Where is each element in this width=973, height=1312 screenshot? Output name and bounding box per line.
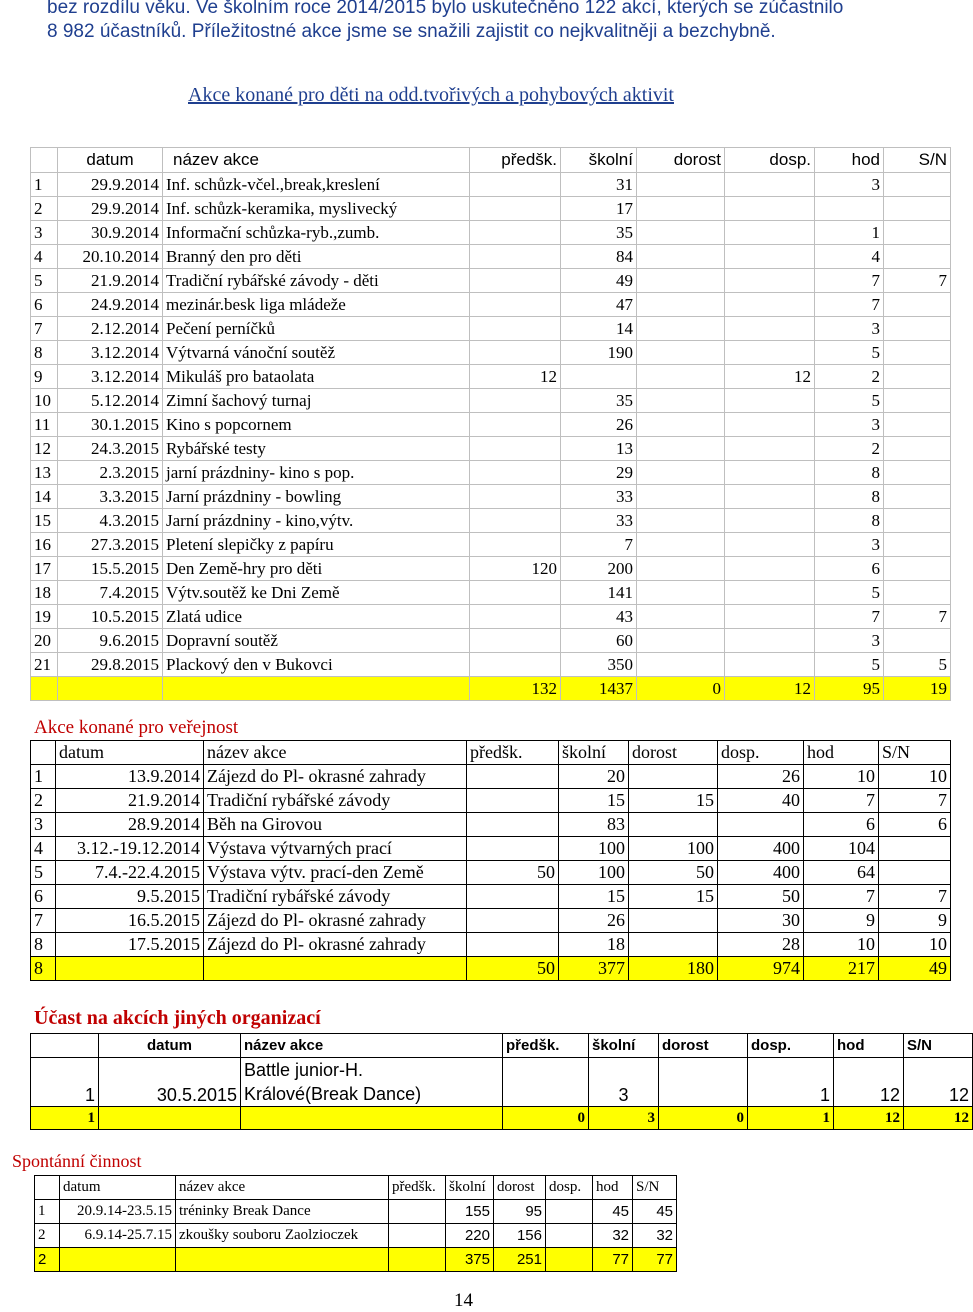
table-row: 8 3.12.2014 Výtvarná vánoční soutěž 190 5 xyxy=(31,341,951,365)
total-dorost: 0 xyxy=(637,677,725,701)
total-skolni: 377 xyxy=(559,957,629,981)
table-row: 21 29.8.2015 Plackový den v Bukovci 350 5 5 xyxy=(31,653,951,677)
table-row: 4 20.10.2014 Branný den pro děti 84 4 xyxy=(31,245,951,269)
section-other-orgs-title: Účast na akcích jiných organizací xyxy=(34,1007,321,1029)
col-datum: datum xyxy=(56,741,204,765)
total-dosp: 1 xyxy=(748,1107,834,1130)
total-sn: 12 xyxy=(904,1107,973,1130)
col-dorost: dorost xyxy=(629,741,718,765)
table-header xyxy=(35,1176,677,1200)
table-row: 5 7.4.-22.4.2015 Výstava výtv. prací-den Země 50 100 50 400 64 xyxy=(31,861,951,885)
table-row: 2 29.9.2014 Inf. schůzk-keramika, myslivecký 17 xyxy=(31,197,951,221)
total-predsk: 0 xyxy=(503,1107,589,1130)
col-sn: S/N xyxy=(633,1176,677,1200)
total-skolni: 375 xyxy=(446,1248,494,1272)
col-skolni: školní xyxy=(559,741,629,765)
col-nazev: název akce xyxy=(241,1034,503,1058)
col-predsk: předšk. xyxy=(389,1176,446,1200)
col-predsk: předšk. xyxy=(467,741,559,765)
intro-line-2: 8 982 účastníků. Příležitostné akce jsme se snažili zajistit co nejkvalitněji a bezchybně. xyxy=(47,21,776,42)
intro-text xyxy=(47,0,947,44)
total-predsk: 50 xyxy=(467,957,559,981)
col-sn: S/N xyxy=(879,741,951,765)
table-row: 1 29.9.2014 Inf. schůzk-včel.,break,kreslení 31 3 xyxy=(31,173,951,197)
table-total-row xyxy=(31,957,951,981)
col-dorost: dorost xyxy=(494,1176,546,1200)
table-row: 16 27.3.2015 Pletení slepičky z papíru 7 3 xyxy=(31,533,951,557)
table-row: 7 2.12.2014 Pečení perníčků 14 3 xyxy=(31,317,951,341)
table-row: 6 24.9.2014 mezinár.besk liga mládeže 47 7 xyxy=(31,293,951,317)
col-skolni: školní xyxy=(589,1034,659,1058)
col-skolni: školní xyxy=(561,148,637,173)
total-hod: 12 xyxy=(834,1107,904,1130)
total-count: 2 xyxy=(35,1248,60,1272)
total-dorost: 251 xyxy=(494,1248,546,1272)
table-row: 8 17.5.2015 Zájezd do Pl- okrasné zahrady 18 28 10 10 xyxy=(31,933,951,957)
col-sn: S/N xyxy=(904,1034,973,1058)
children-events-table xyxy=(30,147,951,701)
table-row: 10 5.12.2014 Zimní šachový turnaj 35 5 xyxy=(31,389,951,413)
col-datum: datum xyxy=(99,1034,241,1058)
total-hod: 95 xyxy=(815,677,884,701)
table-total-row xyxy=(31,1107,973,1130)
col-dosp: dosp. xyxy=(725,148,815,173)
col-hod: hod xyxy=(834,1034,904,1058)
table-row: 7 16.5.2015 Zájezd do Pl- okrasné zahrady 26 30 9 9 xyxy=(31,909,951,933)
total-skolni: 3 xyxy=(589,1107,659,1130)
section-children-title: Akce konané pro děti na odd.tvořivých a pohybových aktivit xyxy=(188,84,674,106)
col-nazev: název akce xyxy=(163,148,470,173)
table-row: 20 9.6.2015 Dopravní soutěž 60 3 xyxy=(31,629,951,653)
table-row: 19 10.5.2015 Zlatá udice 43 7 7 xyxy=(31,605,951,629)
col-dosp: dosp. xyxy=(718,741,804,765)
col-predsk: předšk. xyxy=(470,148,561,173)
col-dosp: dosp. xyxy=(748,1034,834,1058)
total-sn: 49 xyxy=(879,957,951,981)
table-row: 9 3.12.2014 Mikuláš pro bataolata 12 12 2 xyxy=(31,365,951,389)
table-row: 3 28.9.2014 Běh na Girovou 83 6 6 xyxy=(31,813,951,837)
col-skolni: školní xyxy=(446,1176,494,1200)
table-row: 1 20.9.14-23.5.15 tréninky Break Dance 155 95 45 45 xyxy=(35,1200,677,1224)
total-hod: 77 xyxy=(593,1248,633,1272)
col-sn: S/N xyxy=(884,148,951,173)
table-row: 13 2.3.2015 jarní prázdniny- kino s pop. 29 8 xyxy=(31,461,951,485)
table-row: 15 4.3.2015 Jarní prázdniny - kino,výtv. 33 8 xyxy=(31,509,951,533)
table-row: 18 7.4.2015 Výtv.soutěž ke Dni Země 141 5 xyxy=(31,581,951,605)
total-skolni: 1437 xyxy=(561,677,637,701)
col-dorost: dorost xyxy=(659,1034,748,1058)
col-datum: datum xyxy=(60,1176,176,1200)
section-spontaneous-title: Spontánní činnost xyxy=(12,1151,142,1171)
total-dorost: 0 xyxy=(659,1107,748,1130)
table-row: 3 30.9.2014 Informační schůzka-ryb.,zumb. 35 1 xyxy=(31,221,951,245)
col-hod: hod xyxy=(593,1176,633,1200)
table-row: 14 3.3.2015 Jarní prázdniny - bowling 33 8 xyxy=(31,485,951,509)
total-sn: 19 xyxy=(884,677,951,701)
table-header xyxy=(31,148,951,173)
col-dosp: dosp. xyxy=(546,1176,593,1200)
total-dosp: 12 xyxy=(725,677,815,701)
table-header xyxy=(31,741,951,765)
section-public-title: Akce konané pro veřejnost xyxy=(34,717,239,738)
public-events-table xyxy=(30,740,951,981)
table-row: 4 3.12.-19.12.2014 Výstava výtvarných prací 100 100 400 104 xyxy=(31,837,951,861)
total-sn: 77 xyxy=(633,1248,677,1272)
table-total-row xyxy=(35,1248,677,1272)
table-row: 2 6.9.14-25.7.15 zkoušky souboru Zaolzioczek 220 156 32 32 xyxy=(35,1224,677,1248)
total-dorost: 180 xyxy=(629,957,718,981)
col-datum: datum xyxy=(58,148,163,173)
total-dosp: 974 xyxy=(718,957,804,981)
spontaneous-table xyxy=(34,1175,677,1272)
total-hod: 217 xyxy=(804,957,879,981)
col-hod: hod xyxy=(804,741,879,765)
table-header xyxy=(31,1034,973,1058)
total-count: 1 xyxy=(31,1107,99,1130)
table-total-row xyxy=(31,677,951,701)
total-predsk: 132 xyxy=(470,677,561,701)
page-number: 14 xyxy=(454,1290,473,1311)
table-row: 5 21.9.2014 Tradiční rybářské závody - děti 49 7 7 xyxy=(31,269,951,293)
col-predsk: předšk. xyxy=(503,1034,589,1058)
table-row: 2 21.9.2014 Tradiční rybářské závody 15 15 40 7 7 xyxy=(31,789,951,813)
col-nazev: název akce xyxy=(204,741,467,765)
table-row: 17 15.5.2015 Den Země-hry pro děti 120 200 6 xyxy=(31,557,951,581)
other-orgs-table xyxy=(30,1033,973,1130)
total-count: 8 xyxy=(31,957,56,981)
table-row: 11 30.1.2015 Kino s popcornem 26 3 xyxy=(31,413,951,437)
table-row: 1 13.9.2014 Zájezd do Pl- okrasné zahrady 20 26 10 10 xyxy=(31,765,951,789)
col-dorost: dorost xyxy=(637,148,725,173)
table-row: 6 9.5.2015 Tradiční rybářské závody 15 15 50 7 7 xyxy=(31,885,951,909)
col-hod: hod xyxy=(815,148,884,173)
intro-line-1: bez rozdílu věku. Ve školním roce 2014/2015 bylo uskutečněno 122 akcí, kterých se zúčastnilo xyxy=(47,0,844,18)
table-row: 1 30.5.2015 Battle junior-H. Králové(Break Dance) 3 1 12 12 xyxy=(31,1058,973,1107)
table-row: 12 24.3.2015 Rybářské testy 13 2 xyxy=(31,437,951,461)
col-nazev: název akce xyxy=(176,1176,389,1200)
